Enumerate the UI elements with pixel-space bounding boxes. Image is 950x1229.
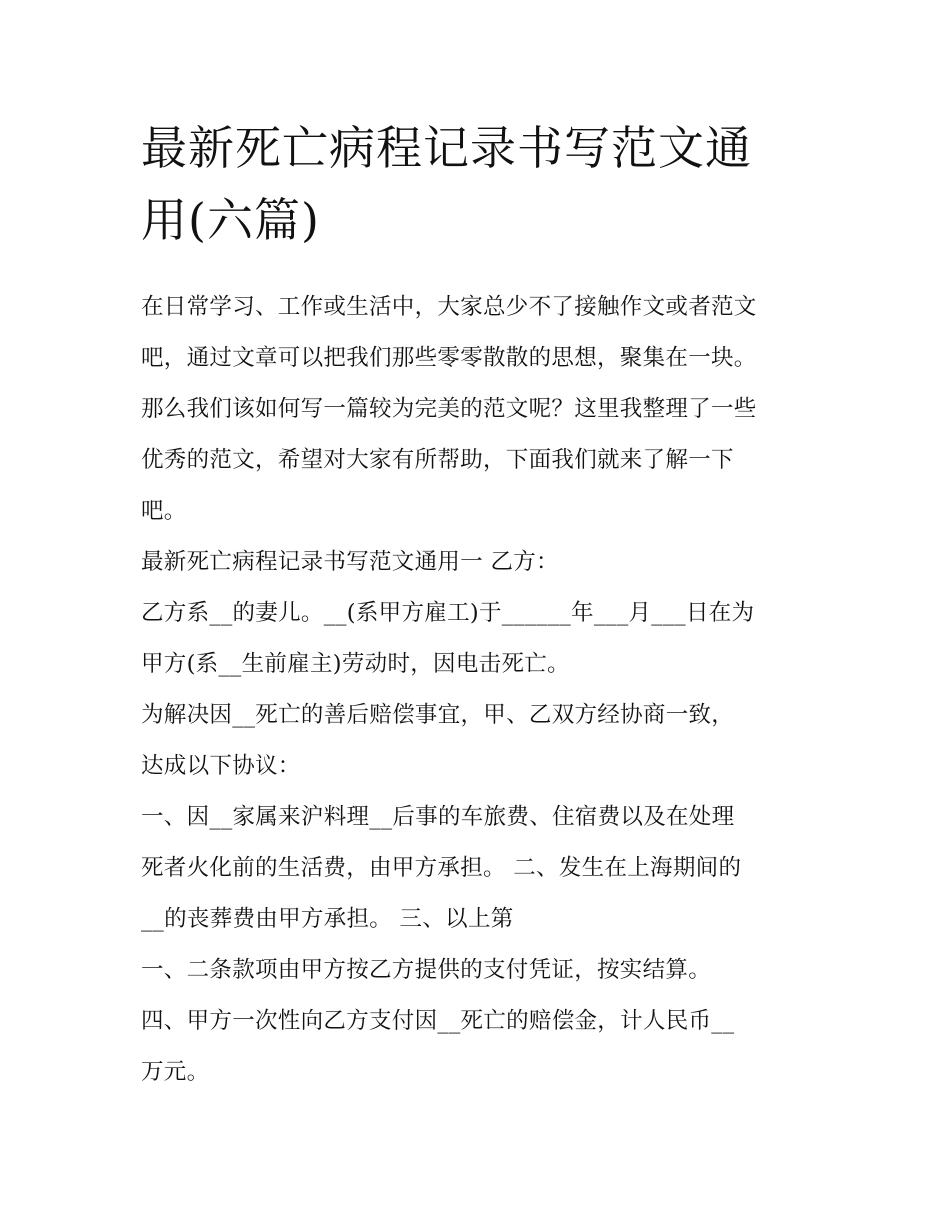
text-line: 为解决因__死亡的善后赔偿事宜，甲、乙双方经协商一致， [141, 702, 735, 728]
text-line: 一、二条款项由甲方按乙方提供的支付凭证，按实结算。 [141, 957, 712, 983]
title-line: 用(六篇) [141, 193, 320, 247]
text-line: 优秀的范文，希望对大家有所帮助，下面我们就来了解一下 [141, 447, 734, 473]
text-line: 吧。 [141, 498, 187, 524]
document-content [141, 112, 821, 1098]
text-line: 甲方(系__生前雇主)劳动时，因电击死亡。 [141, 651, 570, 677]
text-line: 万元。 [141, 1059, 210, 1085]
agreement-intro-paragraph [141, 690, 821, 792]
text-line: 乙方系__的妻儿。__(系甲方雇工)于______年___月___日在为 [141, 600, 755, 626]
clause-paragraph [141, 792, 821, 945]
text-line: 那么我们该如何写一篇较为完美的范文呢？这里我整理了一些 [141, 396, 757, 422]
text-line: 最新死亡病程记录书写范文通用一 乙方： [141, 549, 559, 575]
text-line: 死者火化前的生活费，由甲方承担。 二、发生在上海期间的 [141, 855, 742, 881]
title-line: 最新死亡病程记录书写范文通 [141, 121, 752, 175]
party-paragraph [141, 588, 821, 690]
section-heading-paragraph [141, 537, 821, 588]
text-line: 在日常学习、工作或生活中，大家总少不了接触作文或者范文 [141, 294, 757, 320]
document-body [141, 282, 821, 1098]
settlement-paragraph [141, 945, 821, 996]
compensation-paragraph [141, 996, 821, 1098]
intro-paragraph [141, 282, 821, 537]
text-line: 一、因__家属来沪料理__后事的车旅费、住宿费以及在处理 [141, 804, 735, 830]
text-line: 四、甲方一次性向乙方支付因__死亡的赔偿金，计人民币__ [141, 1008, 735, 1034]
text-line: __的丧葬费由甲方承担。 三、以上第 [141, 906, 514, 932]
document-title [141, 112, 821, 256]
text-line: 达成以下协议： [141, 753, 301, 779]
text-line: 吧，通过文章可以把我们那些零零散散的思想，聚集在一块。 [141, 345, 757, 371]
